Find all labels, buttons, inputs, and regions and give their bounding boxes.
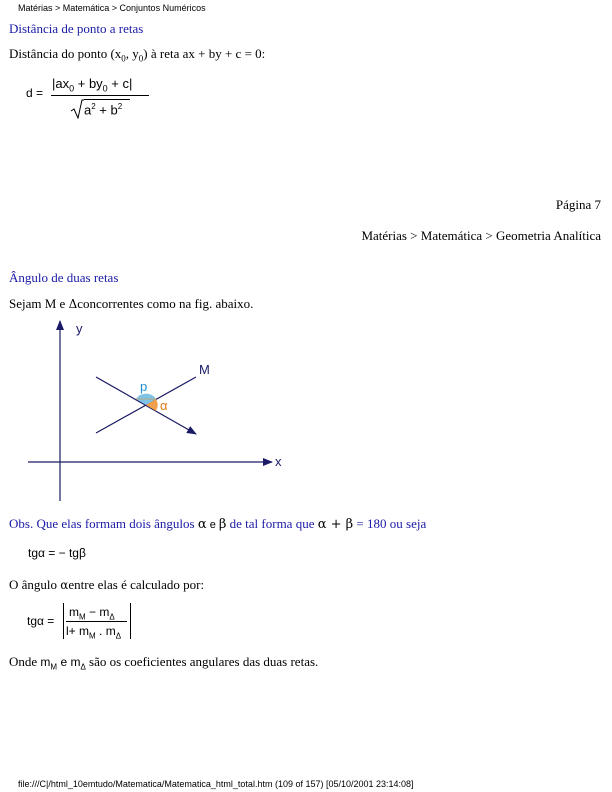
formula-numerator: $|ax_0 + by_0 + c|$ <box>52 76 133 94</box>
obs-text: Obs. Que elas formam dois ângulos α e β de tal forma que α + β = 180 ou seja <box>9 516 427 532</box>
footer-file-path: file:///C|/html_10emtudo/Matematica/Matematica_html_total.htm (109 of 157) [05/10/2001 23:14:08] <box>18 779 414 789</box>
formula2-fraction-bar <box>66 621 127 622</box>
abs-bar-right <box>130 603 131 639</box>
section-heading-distance: Distância de ponto a retas <box>9 21 144 36</box>
delta-symbol: Δ <box>68 297 78 311</box>
point-p-label: p <box>140 379 148 394</box>
angle-calc-text: O ângulo αentre elas é calculado por: <box>9 577 205 592</box>
formula2-denominator: $l+ m_M$ . $m_\Delta$ <box>66 624 122 641</box>
sqrt-overbar <box>84 99 130 100</box>
breadcrumb-geometria: Matérias > Matemática > Geometria Analítica <box>361 228 601 243</box>
line-m-label: M <box>199 362 210 377</box>
page-number: Página 7 <box>555 197 601 212</box>
abs-bar-left <box>63 603 64 639</box>
alpha-label: α <box>160 398 168 413</box>
sqrt-symbol <box>70 99 84 119</box>
y-axis-label: y <box>76 321 83 336</box>
section-heading-angle: Ângulo de duas retas <box>9 270 119 285</box>
equation-tan-relation: tgα = − tgβ <box>28 546 86 560</box>
formula2-numerator: $m_M - m_\Delta$ <box>69 605 115 622</box>
onde-text: Onde $m_M$ e $m_\Delta$ são os coeficientes angulares das duas retas. <box>9 654 319 672</box>
formula2-lhs: tgα = <box>27 614 55 628</box>
formula-denominator: $a^2 + b^2$ <box>84 102 123 118</box>
formula-lhs: d = <box>26 86 44 100</box>
top-breadcrumb: Matérias > Matemática > Conjuntos Numéricos <box>18 3 206 13</box>
x-axis-label: x <box>275 454 282 469</box>
distance-intro-text: Distância do ponto ($x_0$, $y_0$) à reta ax + by + c = 0: <box>9 46 266 64</box>
angle-intro-text: Sejam M e Δconcorrentes como na fig. abaixo. <box>9 296 254 311</box>
formula-fraction-bar <box>51 95 149 96</box>
lines-figure <box>20 315 300 505</box>
